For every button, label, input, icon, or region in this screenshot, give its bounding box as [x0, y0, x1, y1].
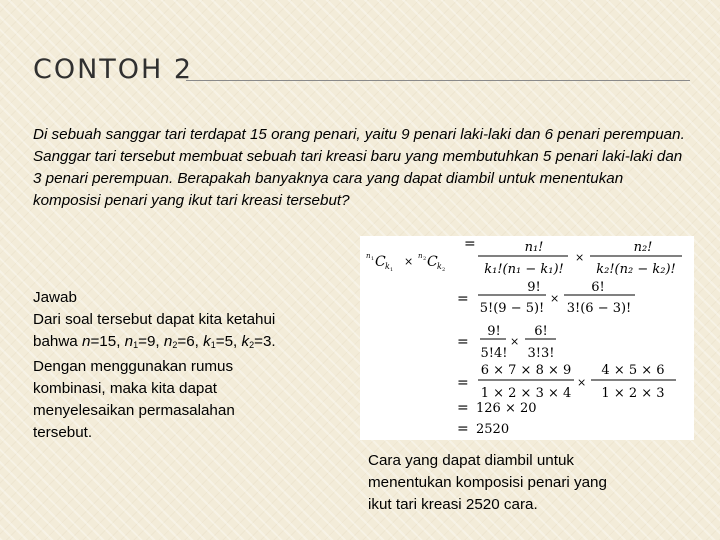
answer-heading: Jawab — [33, 289, 77, 306]
row6-value: 2520 — [476, 422, 510, 437]
lhs-c1: C — [375, 254, 386, 270]
var-n2-sub: 2 — [172, 340, 178, 350]
var-n1-sub: 1 — [133, 340, 139, 350]
answer-line-6: tersebut. — [33, 424, 93, 441]
row5-value: 126 × 20 — [476, 401, 537, 416]
val-k1: =5, — [215, 333, 242, 350]
conclusion-block — [368, 450, 688, 516]
row2-den2: 3!(6 − 3)! — [566, 301, 632, 316]
lhs-k2-sub: 2 — [442, 267, 446, 273]
row1-den2: k₂!(n₂ − k₂)! — [596, 262, 676, 277]
answer-line-3: Dengan menggunakan rumus — [33, 358, 234, 375]
var-n1: n — [124, 333, 134, 350]
row4-times: × — [577, 376, 587, 389]
row1-times: × — [575, 251, 585, 264]
row1-den1: k₁!(n₁ − k₁)! — [484, 262, 564, 277]
var-k1: k — [203, 333, 211, 350]
conclusion-line-3: ikut tari kreasi 2520 cara. — [368, 496, 538, 513]
val-n1: =9, — [138, 333, 164, 350]
answer-line-2 — [33, 331, 333, 356]
row1-num2: n₂! — [633, 240, 653, 255]
row3-den1: 5!4! — [480, 346, 508, 361]
val-n2: =6, — [177, 333, 204, 350]
var-n2: n — [163, 333, 173, 350]
conclusion-line-2: menentukan komposisi penari yang — [368, 474, 607, 491]
row4-num2: 4 × 5 × 6 — [601, 363, 665, 378]
answer-line-1: Dari soal tersebut dapat kita ketahui — [33, 311, 276, 328]
row3-den2: 3!3! — [527, 346, 555, 361]
formula-row-4 — [457, 363, 676, 401]
row5-eq: = — [457, 400, 469, 416]
row3-num1: 9! — [487, 324, 501, 339]
formula-lhs — [366, 252, 445, 273]
lhs-k1: k — [385, 262, 390, 271]
problem-statement: Di sebuah sanggar tari terdapat 15 orang penari, yaitu 9 penari laki-laki dan 6 penari perempuan. Sanggar tari tersebut membuat sebuah tari kreasi baru yang membutuhkan 5 penari laki-laki dan 3 penari perempuan. Berapakah banyaknya cara yang dapat diambil untuk menentukan komposisi penari yang ikut tari kreasi tersebut? — [33, 126, 685, 209]
slide-title: CONTOH 2 — [33, 54, 194, 85]
formula-row-3 — [457, 324, 556, 361]
row4-den2: 1 × 2 × 3 — [601, 386, 665, 401]
lhs-times: × — [404, 255, 414, 268]
lhs-k1-sub: 1 — [390, 267, 394, 273]
answer-block — [33, 287, 333, 444]
formula-row-1 — [464, 236, 682, 277]
row4-num1: 6 × 7 × 8 × 9 — [480, 363, 572, 378]
row2-den1: 5!(9 − 5)! — [479, 301, 545, 316]
var-k2: k — [241, 333, 250, 350]
answer-line-2-prefix: bahwa — [33, 333, 82, 350]
formula-row-2 — [457, 280, 635, 316]
val-k2: =3. — [254, 333, 276, 350]
lhs-k2: k — [437, 262, 442, 271]
row4-eq: = — [457, 375, 469, 391]
row2-times: × — [550, 292, 560, 305]
var-k1-sub: 1 — [210, 340, 216, 350]
row4-den1: 1 × 2 × 3 × 4 — [480, 386, 572, 401]
val-n: =15, — [90, 333, 125, 350]
row1-eq: = — [464, 236, 476, 252]
var-n: n — [81, 333, 91, 350]
lhs-n2-sub: 2 — [423, 256, 427, 262]
var-k2-sub: 2 — [249, 340, 255, 350]
lhs-c2: C — [427, 254, 438, 270]
title-underline — [186, 80, 690, 81]
row3-num2: 6! — [534, 324, 548, 339]
row2-eq: = — [457, 291, 469, 307]
lhs-n1: n — [366, 252, 371, 260]
formula-image — [360, 236, 694, 440]
answer-line-5: menyelesaikan permasalahan — [33, 402, 235, 419]
row2-num1: 9! — [527, 280, 541, 295]
row1-num1: n₁! — [524, 240, 544, 255]
lhs-n1-sub: 1 — [371, 256, 375, 262]
formula-rows-5-6 — [457, 400, 537, 437]
row3-times: × — [510, 335, 520, 348]
conclusion-line-1: Cara yang dapat diambil untuk — [368, 452, 575, 469]
lhs-n2: n — [418, 252, 423, 260]
row3-eq: = — [457, 334, 469, 350]
row6-eq: = — [457, 421, 469, 437]
formula-derivation — [360, 236, 694, 440]
answer-line-4: kombinasi, maka kita dapat — [33, 380, 218, 397]
row2-num2: 6! — [591, 280, 605, 295]
